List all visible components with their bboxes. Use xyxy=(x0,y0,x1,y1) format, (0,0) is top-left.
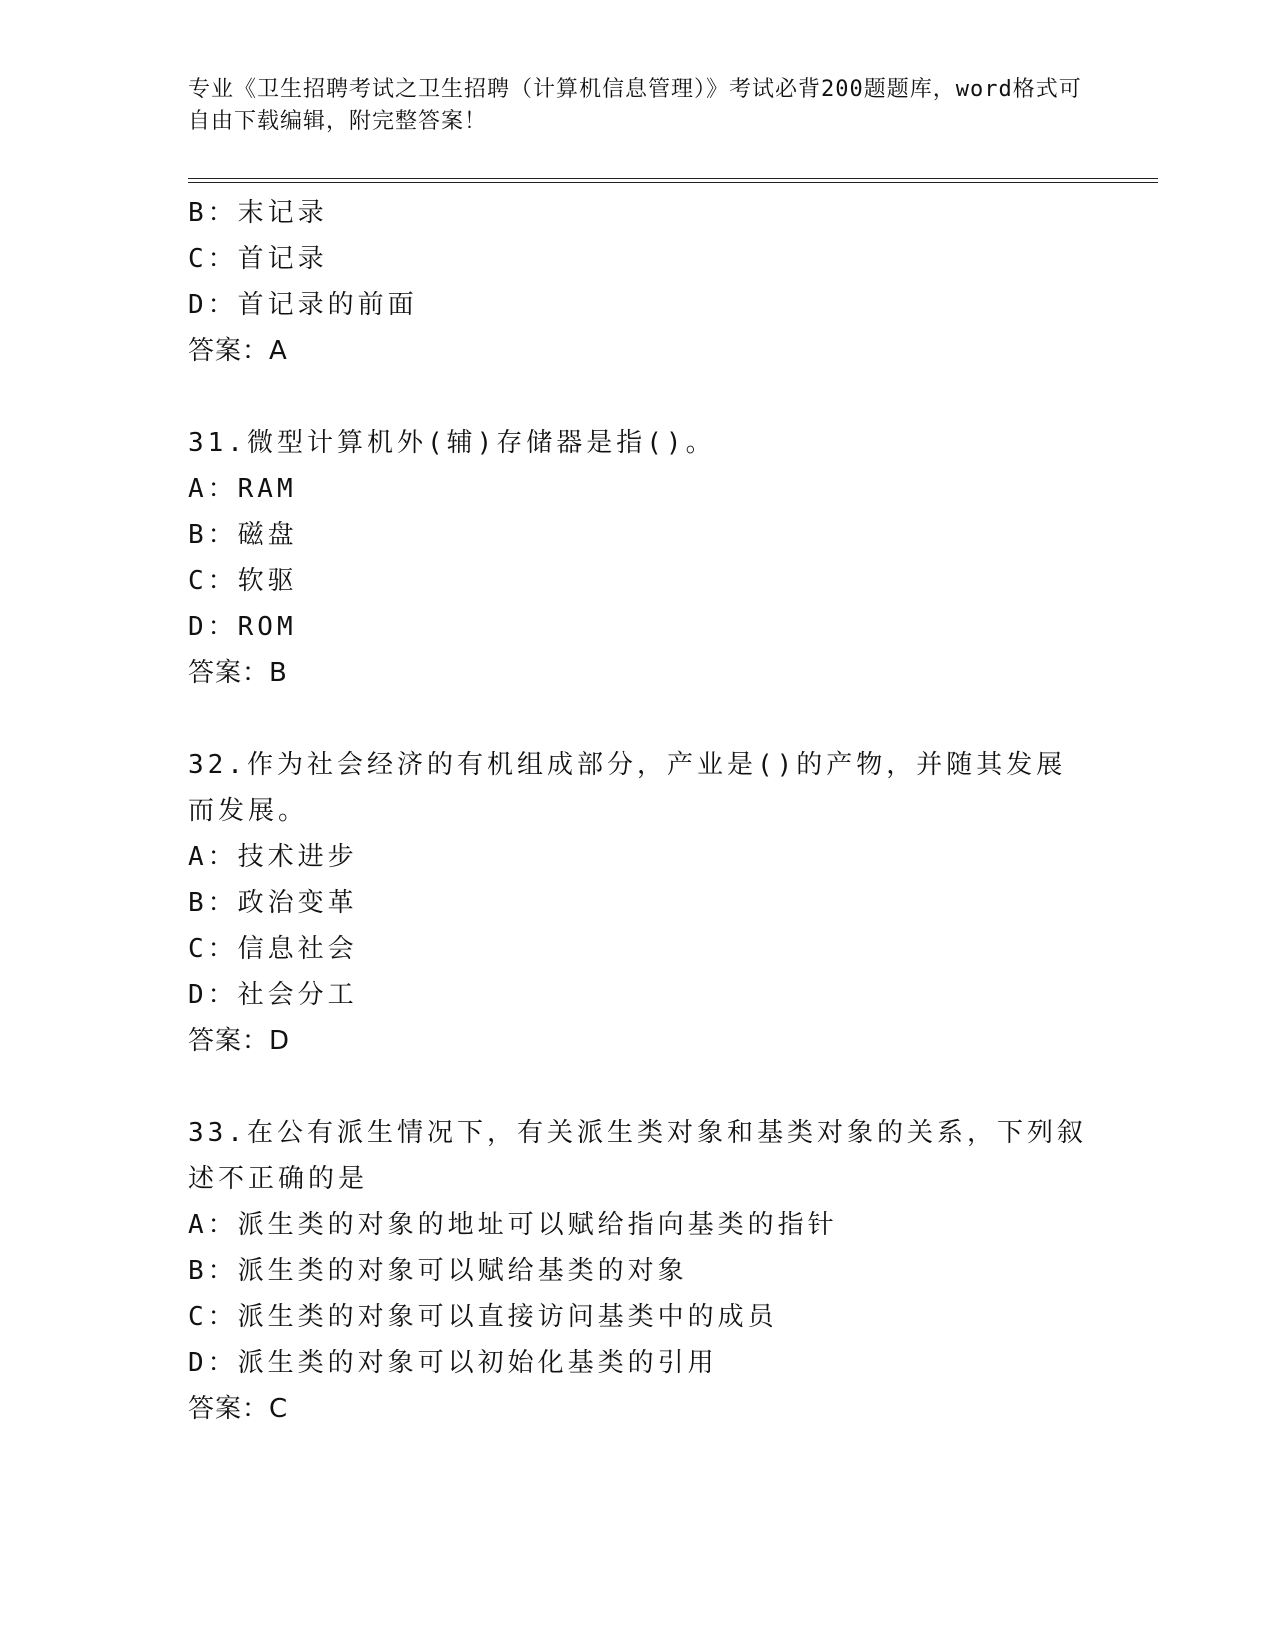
option-d: D：首记录的前面 xyxy=(188,290,418,320)
answer-line: 答案：B xyxy=(188,658,288,688)
header-text: 专业《卫生招聘考试之卫生招聘（计算机信息管理）》考试必背200题题库，word格式可自由下载编辑，附完整答案！ xyxy=(188,77,1082,134)
option-d: D：ROM xyxy=(188,612,297,642)
document-header xyxy=(188,74,1088,138)
question-text: 31.微型计算机外(辅)存储器是指()。 xyxy=(188,428,716,458)
question-list xyxy=(188,190,1088,1432)
question-text: 33.在公有派生情况下，有关派生类对象和基类对象的关系，下列叙述不正确的是 xyxy=(188,1118,1087,1194)
option-b: B：派生类的对象可以赋给基类的对象 xyxy=(188,1256,688,1286)
answer-line: 答案：C xyxy=(188,1394,289,1424)
option-a: A：派生类的对象的地址可以赋给指向基类的指针 xyxy=(188,1210,838,1240)
option-b: B：磁盘 xyxy=(188,520,298,550)
question-block-33 xyxy=(188,1110,1088,1432)
option-d: D：社会分工 xyxy=(188,980,358,1010)
question-block-32 xyxy=(188,742,1088,1064)
spacer xyxy=(188,374,1088,420)
header-divider xyxy=(188,178,1158,183)
option-a: A：技术进步 xyxy=(188,842,358,872)
option-c: C：软驱 xyxy=(188,566,298,596)
spacer xyxy=(188,696,1088,742)
option-b: B：末记录 xyxy=(188,198,328,228)
option-a: A：RAM xyxy=(188,474,297,504)
answer-line: 答案：D xyxy=(188,1026,291,1056)
option-c: C：信息社会 xyxy=(188,934,358,964)
answer-line: 答案：A xyxy=(188,336,288,366)
question-text: 32.作为社会经济的有机组成部分，产业是()的产物，并随其发展而发展。 xyxy=(188,750,1067,826)
question-block-31 xyxy=(188,420,1088,696)
question-block-30 xyxy=(188,190,1088,374)
option-c: C：派生类的对象可以直接访问基类中的成员 xyxy=(188,1302,778,1332)
option-b: B：政治变革 xyxy=(188,888,358,918)
option-c: C：首记录 xyxy=(188,244,328,274)
option-d: D：派生类的对象可以初始化基类的引用 xyxy=(188,1348,718,1378)
spacer xyxy=(188,1064,1088,1110)
